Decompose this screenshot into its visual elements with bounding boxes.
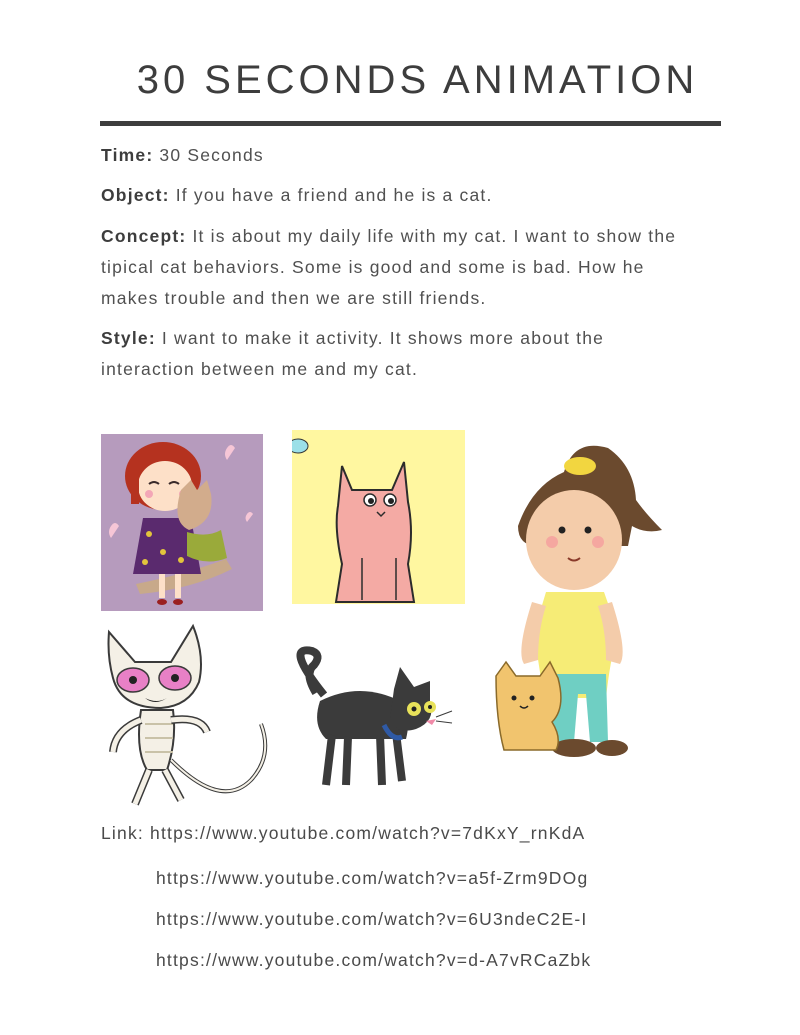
girl-hugging-cat-image [101,434,263,611]
style-value: I want to make it activity. It shows more about the interaction between me and my cat. [101,328,605,379]
pink-cat-image [292,430,465,604]
link-row-3 [156,909,587,930]
object-field [101,180,701,211]
youtube-link-1[interactable]: https://www.youtube.com/watch?v=7dKxY_rnKdA [150,823,586,843]
link-row-1 [101,823,585,844]
youtube-link-4[interactable]: https://www.youtube.com/watch?v=d-A7vRCaZbk [156,950,592,970]
concept-value: It is about my daily life with my cat. I want to show the tipical cat behaviors. Some is good and some is bad. How he makes trouble and then we are still friends. [101,226,677,308]
white-cartoon-cat-image [105,620,275,810]
black-cat-image [280,645,455,795]
links-label: Link: [101,823,144,843]
youtube-link-3[interactable]: https://www.youtube.com/watch?v=6U3ndeC2E-I [156,909,588,929]
object-value: If you have a friend and he is a cat. [175,185,493,205]
title-divider [100,121,721,126]
time-value: 30 Seconds [159,145,264,165]
time-label: Time: [101,145,154,165]
youtube-link-2[interactable]: https://www.youtube.com/watch?v=a5f-Zrm9DOg [156,868,589,888]
style-label: Style: [101,328,156,348]
page-title: 30 SECONDS ANIMATION [136,58,699,102]
concept-label: Concept: [101,226,187,246]
girl-with-cat-image [492,442,672,767]
time-field [101,140,701,171]
link-row-2 [156,868,588,889]
link-row-4 [156,950,591,971]
style-field [101,323,691,385]
object-label: Object: [101,185,170,205]
concept-field [101,221,681,314]
